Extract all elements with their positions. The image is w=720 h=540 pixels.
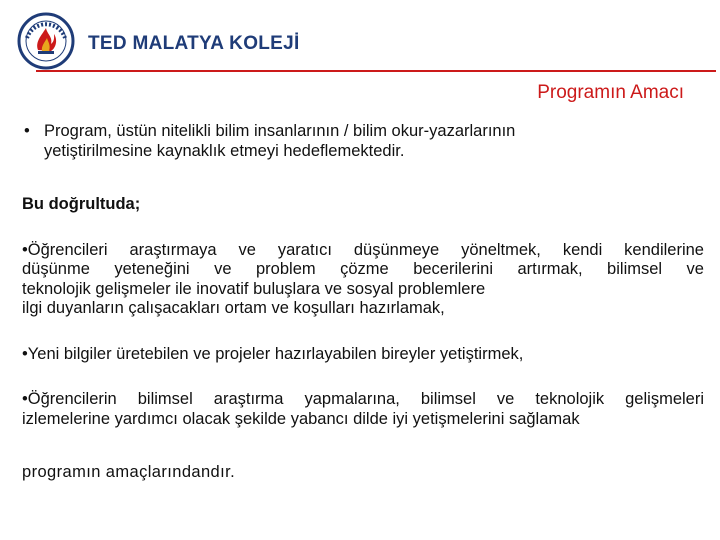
goal-item-2 [22,345,704,365]
brand-name: TED MALATYA KOLEJİ [88,33,300,54]
slide-title: Programın Amacı [537,82,684,103]
goal-line: düşünme yeteneğini ve problem çözme becerilerini artırmak, bilimsel ve [22,260,704,278]
subheading: Bu doğrultuda; [22,195,141,213]
goal-line: izlemelerine yardımcı olacak şekilde yabancı dilde iyi yetişmelerini sağlamak [22,409,580,428]
goal-item-3 [22,390,704,429]
goal-line: •Öğrencileri araştırmaya ve yaratıcı düşünmeye yöneltmek, kendi kendilerine [22,240,704,259]
intro-line: yetiştirilmesine kaynaklık etmeyi hedeflemektedir. [44,141,405,160]
goal-item-1 [22,241,704,319]
header-divider [36,70,716,72]
closing-line: programın amaçlarındandır. [22,463,236,481]
bullet-icon: • [24,122,30,140]
intro-bullet [24,122,704,161]
goal-line: ilgi duyanların çalışacakları ortam ve koşulları hazırlamak, [22,299,445,317]
intro-line: Program, üstün nitelikli bilim insanlarının / bilim okur-yazarlarının [44,122,516,140]
goal-line: •Yeni bilgiler üretebilen ve projeler hazırlayabilen bireyler yetiştirmek, [22,344,524,363]
goal-line: teknolojik gelişmeler ile inovatif buluşlara ve sosyal problemlere [22,279,486,298]
goal-line: •Öğrencilerin bilimsel araştırma yapmalarına, bilimsel ve teknolojik gelişmeleri [22,390,704,408]
ted-flame-logo-icon [17,12,75,70]
slide-body [22,122,704,483]
